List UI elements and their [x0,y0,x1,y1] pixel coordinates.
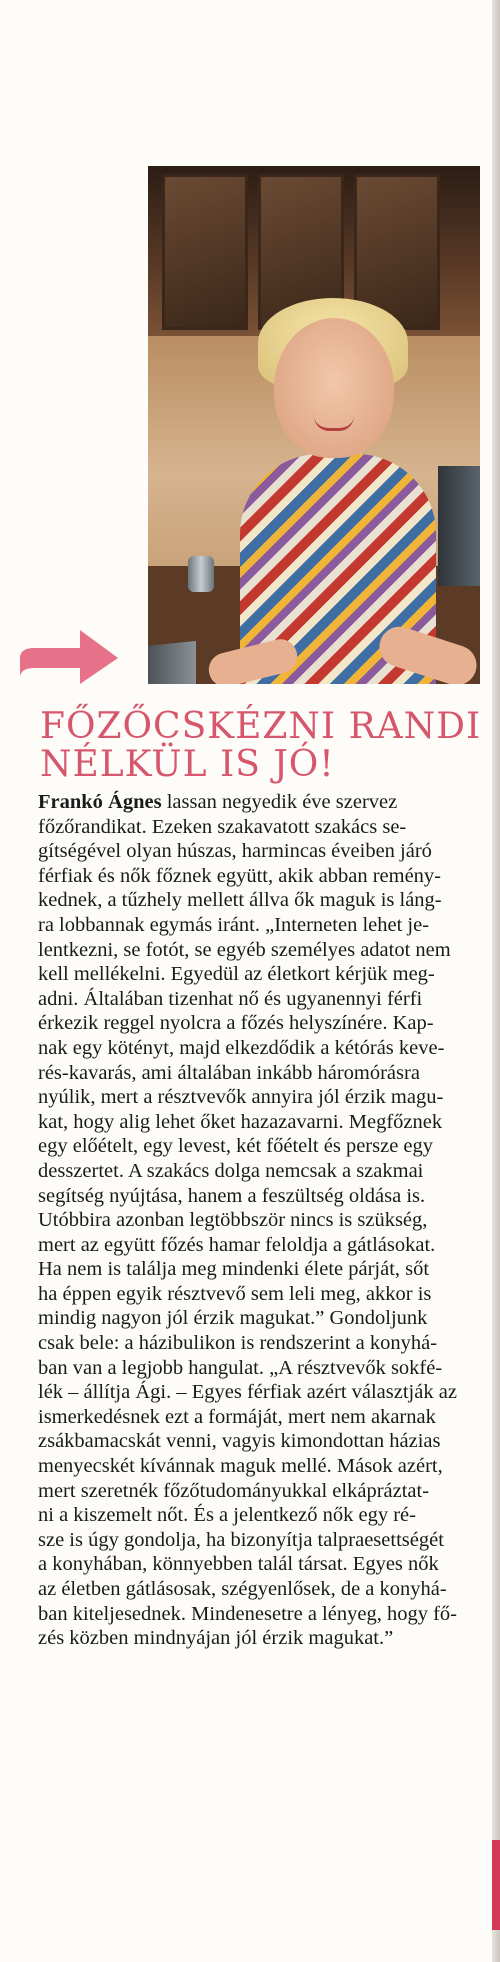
text-line: gítségével olyan húszas, harmincas éveiben járó [38,840,432,863]
text-line: az életben gátlásosak, szégyenlősek, de a konyhá- [38,1578,447,1600]
text-line: lék – állítja Ági. – Egyes férfiak azért választják az [38,1381,457,1404]
kettle [188,556,214,592]
text-line: desszertet. A szakács dolga nemcsak a szakmai [38,1159,424,1182]
text-line: nyúlik, mert a résztvevők annyira jól érzik magu- [38,1086,444,1109]
kitchen-appliance [438,466,480,586]
text-line: ra lobbannak egymás iránt. „Interneten lehet je- [38,913,430,936]
arrow-shape [20,630,118,684]
text-line: mert szeretnék főzőtudományukkal elkápráztat- [38,1479,430,1502]
right-arrow-icon [18,618,122,688]
text-line: kell mellékelni. Egyedül az életkort kérjük meg- [38,963,435,986]
text-line: ismerkedésnek ezt a formáját, mert nem akarnak [38,1405,436,1428]
text-line: érkezik reggel nyolcra a főzés helyszínére. Kap- [38,1012,434,1035]
text-line: egy előételt, egy levest, két főételt és persze egy [38,1135,434,1158]
face [274,318,394,458]
text-line: a konyhában, könnyebben talál társat. Egyes nők [38,1553,439,1576]
text-line: Ha nem is találja meg mindenki élete párját, sőt [38,1258,430,1281]
text-line: ban kiteljesednek. Mindenesetre a lényeg, hogy fő- [38,1602,457,1625]
text-line: adni. Általában tizenhat nő és ugyanennyi férfi [38,987,423,1010]
title-line: FŐZŐCSKÉZNI RANDI [40,706,482,747]
text-line [38,790,484,815]
text-line: menyecskét kívánnak maguk mellé. Mások azért, [38,1455,443,1478]
laptop-screen [148,641,196,684]
title-line: NÉLKÜL IS JÓ! [40,744,335,785]
article-body [38,790,484,1651]
text-line: férfiak és nők főznek együtt, akik abban remény- [38,864,442,887]
text-line: lentkezni, se fotót, se egyéb személyes adatot nem [38,938,451,961]
text-line: ban van a legjobb hangulat. „A résztvevők sokfé- [38,1356,443,1379]
page-edge-accent [492,1840,500,1930]
cabinet-door [162,174,248,330]
text-line: ni a kiszemelt nőt. És a jelentkező nők egy ré- [38,1504,416,1527]
text-line: ha éppen egyik résztvevő sem leli meg, akkor is [38,1282,432,1305]
author-name: Frankó Ágnes [38,791,162,813]
text-line: segítség nyújtása, hanem a feszültség oldása is. [38,1184,426,1207]
portrait-photo [148,166,480,684]
page-edge [492,0,500,1962]
text-fragment: lassan negyedik éve szervez [161,791,398,813]
text-line: főzőrandikat. Ezeken szakavatott szakács se- [38,815,407,838]
text-line: zsákbamacskát venni, vagyis kimondottan házias [38,1430,441,1453]
article-title [40,708,490,784]
text-line: rés-kavarás, ami általában inkább háromórásra [38,1061,420,1084]
text-line: zés közben mindnyájan jól érzik magukat.” [38,1627,394,1650]
text-line: kednek, a tűzhely mellett állva ők maguk is láng- [38,889,442,912]
text-line: sze is úgy gondolja, ha bizonyítja talpraesettségét [38,1528,444,1551]
text-line: csak bele: a házibulikon is rendszerint a konyhá- [38,1332,438,1355]
text-line: nak egy kötényt, majd elkezdődik a kétórás keve- [38,1036,445,1059]
text-line: kat, hogy alig lehet őket hazazavarni. Megfőznek [38,1110,443,1133]
text-line: mert az együtt főzés hamar feloldja a gátlásokat. [38,1233,436,1256]
text-line: mindig nagyon jól érzik magukat.” Gondoljunk [38,1307,428,1330]
text-line: Utóbbira azonban legtöbbször nincs is szükség, [38,1209,428,1232]
